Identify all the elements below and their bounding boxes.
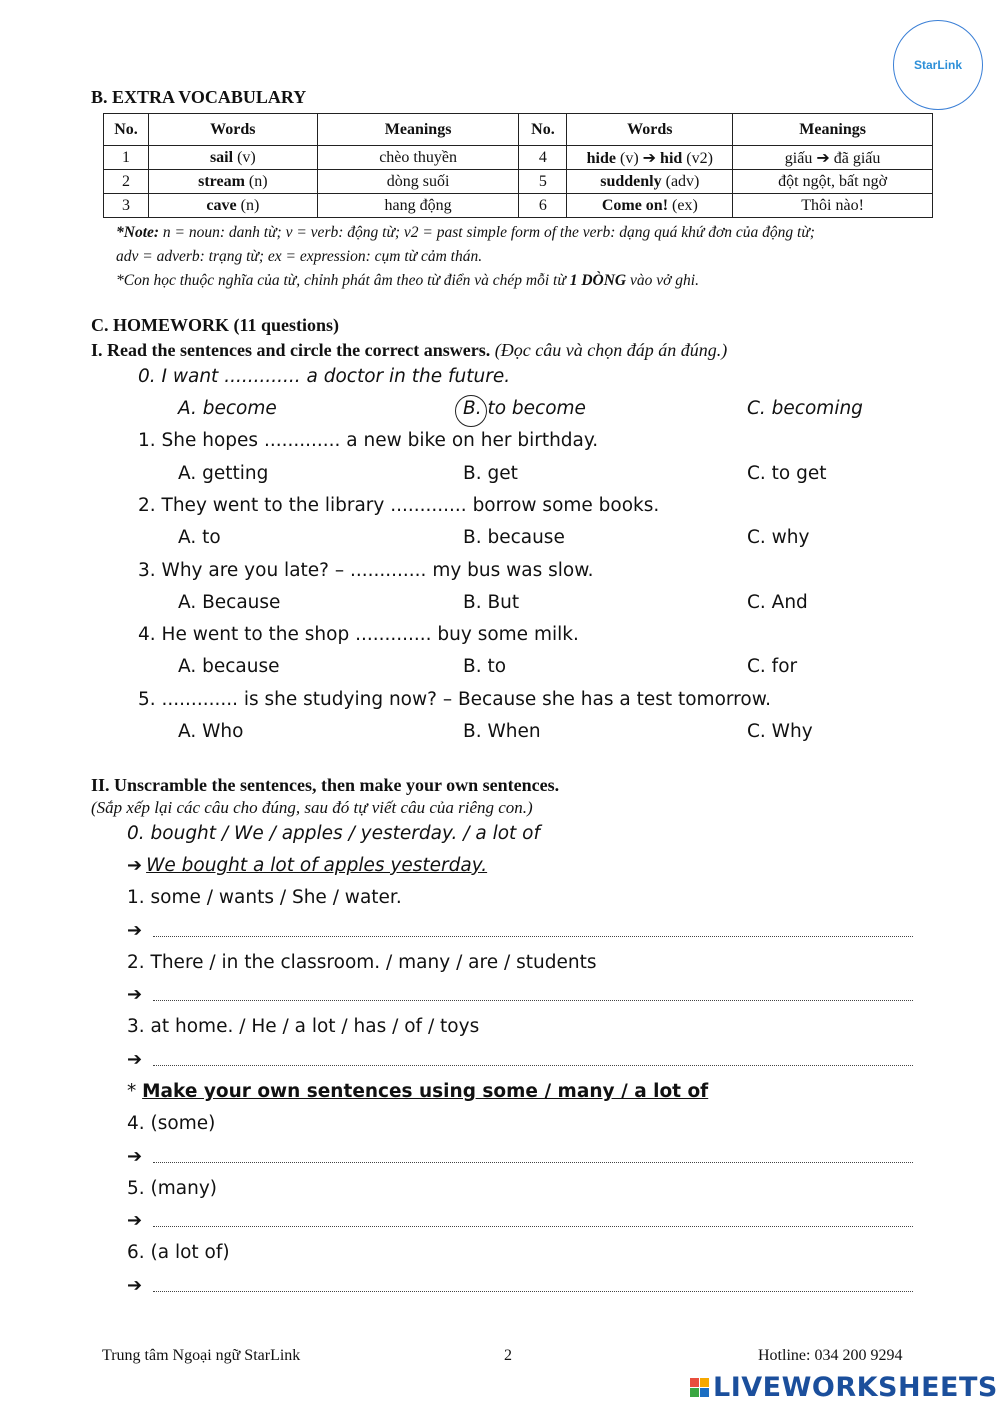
- example-question: 0. bought / We / apples / yesterday. / a lot of: [127, 823, 540, 844]
- option-a[interactable]: A. to: [178, 527, 221, 548]
- option-c[interactable]: C. why: [747, 527, 810, 548]
- cell-no: 5: [519, 170, 567, 194]
- arrow-icon: ➔: [127, 920, 143, 941]
- cell-meaning: hang động: [317, 194, 519, 218]
- unscramble-item-2: 2. There / in the classroom. / many / are / students: [127, 952, 597, 973]
- option-a[interactable]: A. because: [178, 656, 280, 677]
- option-a[interactable]: A. getting: [178, 463, 269, 484]
- cell-word: sail (v): [148, 146, 317, 170]
- own-item-6: 6. (a lot of): [127, 1242, 230, 1263]
- cell-no: 2: [104, 170, 149, 194]
- footer-center-name: Trung tâm Ngoại ngữ StarLink: [102, 1347, 301, 1364]
- starlink-logo: [893, 20, 983, 110]
- example-answer: We bought a lot of apples yesterday.: [146, 855, 488, 876]
- cell-word: hide (v) ➔ hid (v2): [567, 146, 733, 170]
- table-row: [104, 194, 933, 218]
- header-meanings: Meanings: [733, 114, 933, 146]
- answer-line-4[interactable]: [153, 1162, 913, 1163]
- cell-meaning: Thôi nào!: [733, 194, 933, 218]
- own-item-4: 4. (some): [127, 1113, 216, 1134]
- option-c[interactable]: C. for: [747, 656, 798, 677]
- part-ii-title: II. Unscramble the sentences, then make your own sentences.: [91, 775, 560, 795]
- option-c[interactable]: C. to get: [747, 463, 827, 484]
- answer-line-1[interactable]: [153, 936, 913, 937]
- option-b[interactable]: B. because: [463, 527, 565, 548]
- example-answer-line: [127, 855, 487, 876]
- answer-line-2[interactable]: [153, 1000, 913, 1001]
- part-i-title: I. Read the sentences and circle the correct answers. (Đọc câu và chọn đáp án đúng.): [91, 340, 728, 360]
- arrow-icon: ➔: [127, 1049, 143, 1070]
- question-1: 1. She hopes ............. a new bike on her birthday.: [138, 430, 599, 451]
- question-4: 4. He went to the shop ............. buy some milk.: [138, 624, 579, 645]
- option-c[interactable]: C. becoming: [747, 398, 863, 419]
- question-2: 2. They went to the library ............. borrow some books.: [138, 495, 660, 516]
- cell-no: 4: [519, 146, 567, 170]
- brand-text: LIVEWORKSHEETS: [713, 1372, 998, 1403]
- header-words: Words: [567, 114, 733, 146]
- own-sentences-heading: * Make your own sentences using some / many / a lot of: [127, 1081, 709, 1102]
- section-c-title: C. HOMEWORK (11 questions): [91, 315, 340, 335]
- study-instruction: *Con học thuộc nghĩa của từ, chỉnh phát âm theo từ điển và chép mỗi từ 1 DÒNG vào vở ghi.: [116, 272, 699, 289]
- cell-word: stream (n): [148, 170, 317, 194]
- option-b[interactable]: B. to become: [463, 398, 586, 419]
- option-b[interactable]: B. When: [463, 721, 541, 742]
- option-c[interactable]: C. And: [747, 592, 808, 613]
- option-a[interactable]: A. Who: [178, 721, 244, 742]
- table-row: [104, 146, 933, 170]
- cell-no: 3: [104, 194, 149, 218]
- logo-text: StarLink: [913, 58, 962, 72]
- cell-meaning: giấu ➔ đã giấu: [733, 146, 933, 170]
- arrow-icon: ➔: [127, 1275, 143, 1296]
- header-meanings: Meanings: [317, 114, 519, 146]
- cell-word: Come on! (ex): [567, 194, 733, 218]
- header-words: Words: [148, 114, 317, 146]
- cell-meaning: đột ngột, bất ngờ: [733, 170, 933, 194]
- answer-line-5[interactable]: [153, 1226, 913, 1227]
- cell-word: cave (n): [148, 194, 317, 218]
- question-5: 5. ............. is she studying now? – Because she has a test tomorrow.: [138, 689, 772, 710]
- arrow-icon: ➔: [127, 984, 143, 1005]
- header-no: No.: [104, 114, 149, 146]
- cell-meaning: dòng suối: [317, 170, 519, 194]
- arrow-icon: ➔: [127, 855, 143, 876]
- question-0: 0. I want ............. a doctor in the future.: [138, 366, 511, 387]
- own-item-5: 5. (many): [127, 1178, 217, 1199]
- header-no: No.: [519, 114, 567, 146]
- option-b[interactable]: B. But: [463, 592, 520, 613]
- option-b[interactable]: B. get: [463, 463, 518, 484]
- liveworksheets-logo-icon: [690, 1378, 709, 1397]
- answer-line-3[interactable]: [153, 1065, 913, 1066]
- table-header-row: [104, 114, 933, 146]
- liveworksheets-brand: [690, 1372, 998, 1403]
- option-a[interactable]: A. become: [178, 398, 277, 419]
- cell-no: 1: [104, 146, 149, 170]
- unscramble-item-3: 3. at home. / He / a lot / has / of / toys: [127, 1016, 480, 1037]
- table-row: [104, 170, 933, 194]
- question-3: 3. Why are you late? – ............. my bus was slow.: [138, 560, 594, 581]
- cell-no: 6: [519, 194, 567, 218]
- arrow-icon: ➔: [127, 1146, 143, 1167]
- answer-line-6[interactable]: [153, 1291, 913, 1292]
- vocabulary-table: [103, 113, 933, 218]
- section-b-title: B. EXTRA VOCABULARY: [91, 87, 307, 107]
- vocab-note: *Note: n = noun: danh từ; v = verb: động từ; v2 = past simple form of the verb: dạng quá khứ đơn của động từ; adv = adverb: trạng từ; ex = expression: cụm từ cảm thán.: [116, 224, 815, 265]
- unscramble-item-1: 1. some / wants / She / water.: [127, 887, 402, 908]
- option-b[interactable]: B. to: [463, 656, 507, 677]
- arrow-icon: ➔: [127, 1210, 143, 1231]
- footer-hotline: Hotline: 034 200 9294: [758, 1347, 903, 1364]
- option-c[interactable]: C. Why: [747, 721, 813, 742]
- part-ii-subtitle: (Sắp xếp lại các câu cho đúng, sau đó tự viết câu của riêng con.): [91, 798, 533, 817]
- cell-meaning: chèo thuyền: [317, 146, 519, 170]
- option-a[interactable]: A. Because: [178, 592, 281, 613]
- page-number: 2: [504, 1347, 512, 1364]
- cell-word: suddenly (adv): [567, 170, 733, 194]
